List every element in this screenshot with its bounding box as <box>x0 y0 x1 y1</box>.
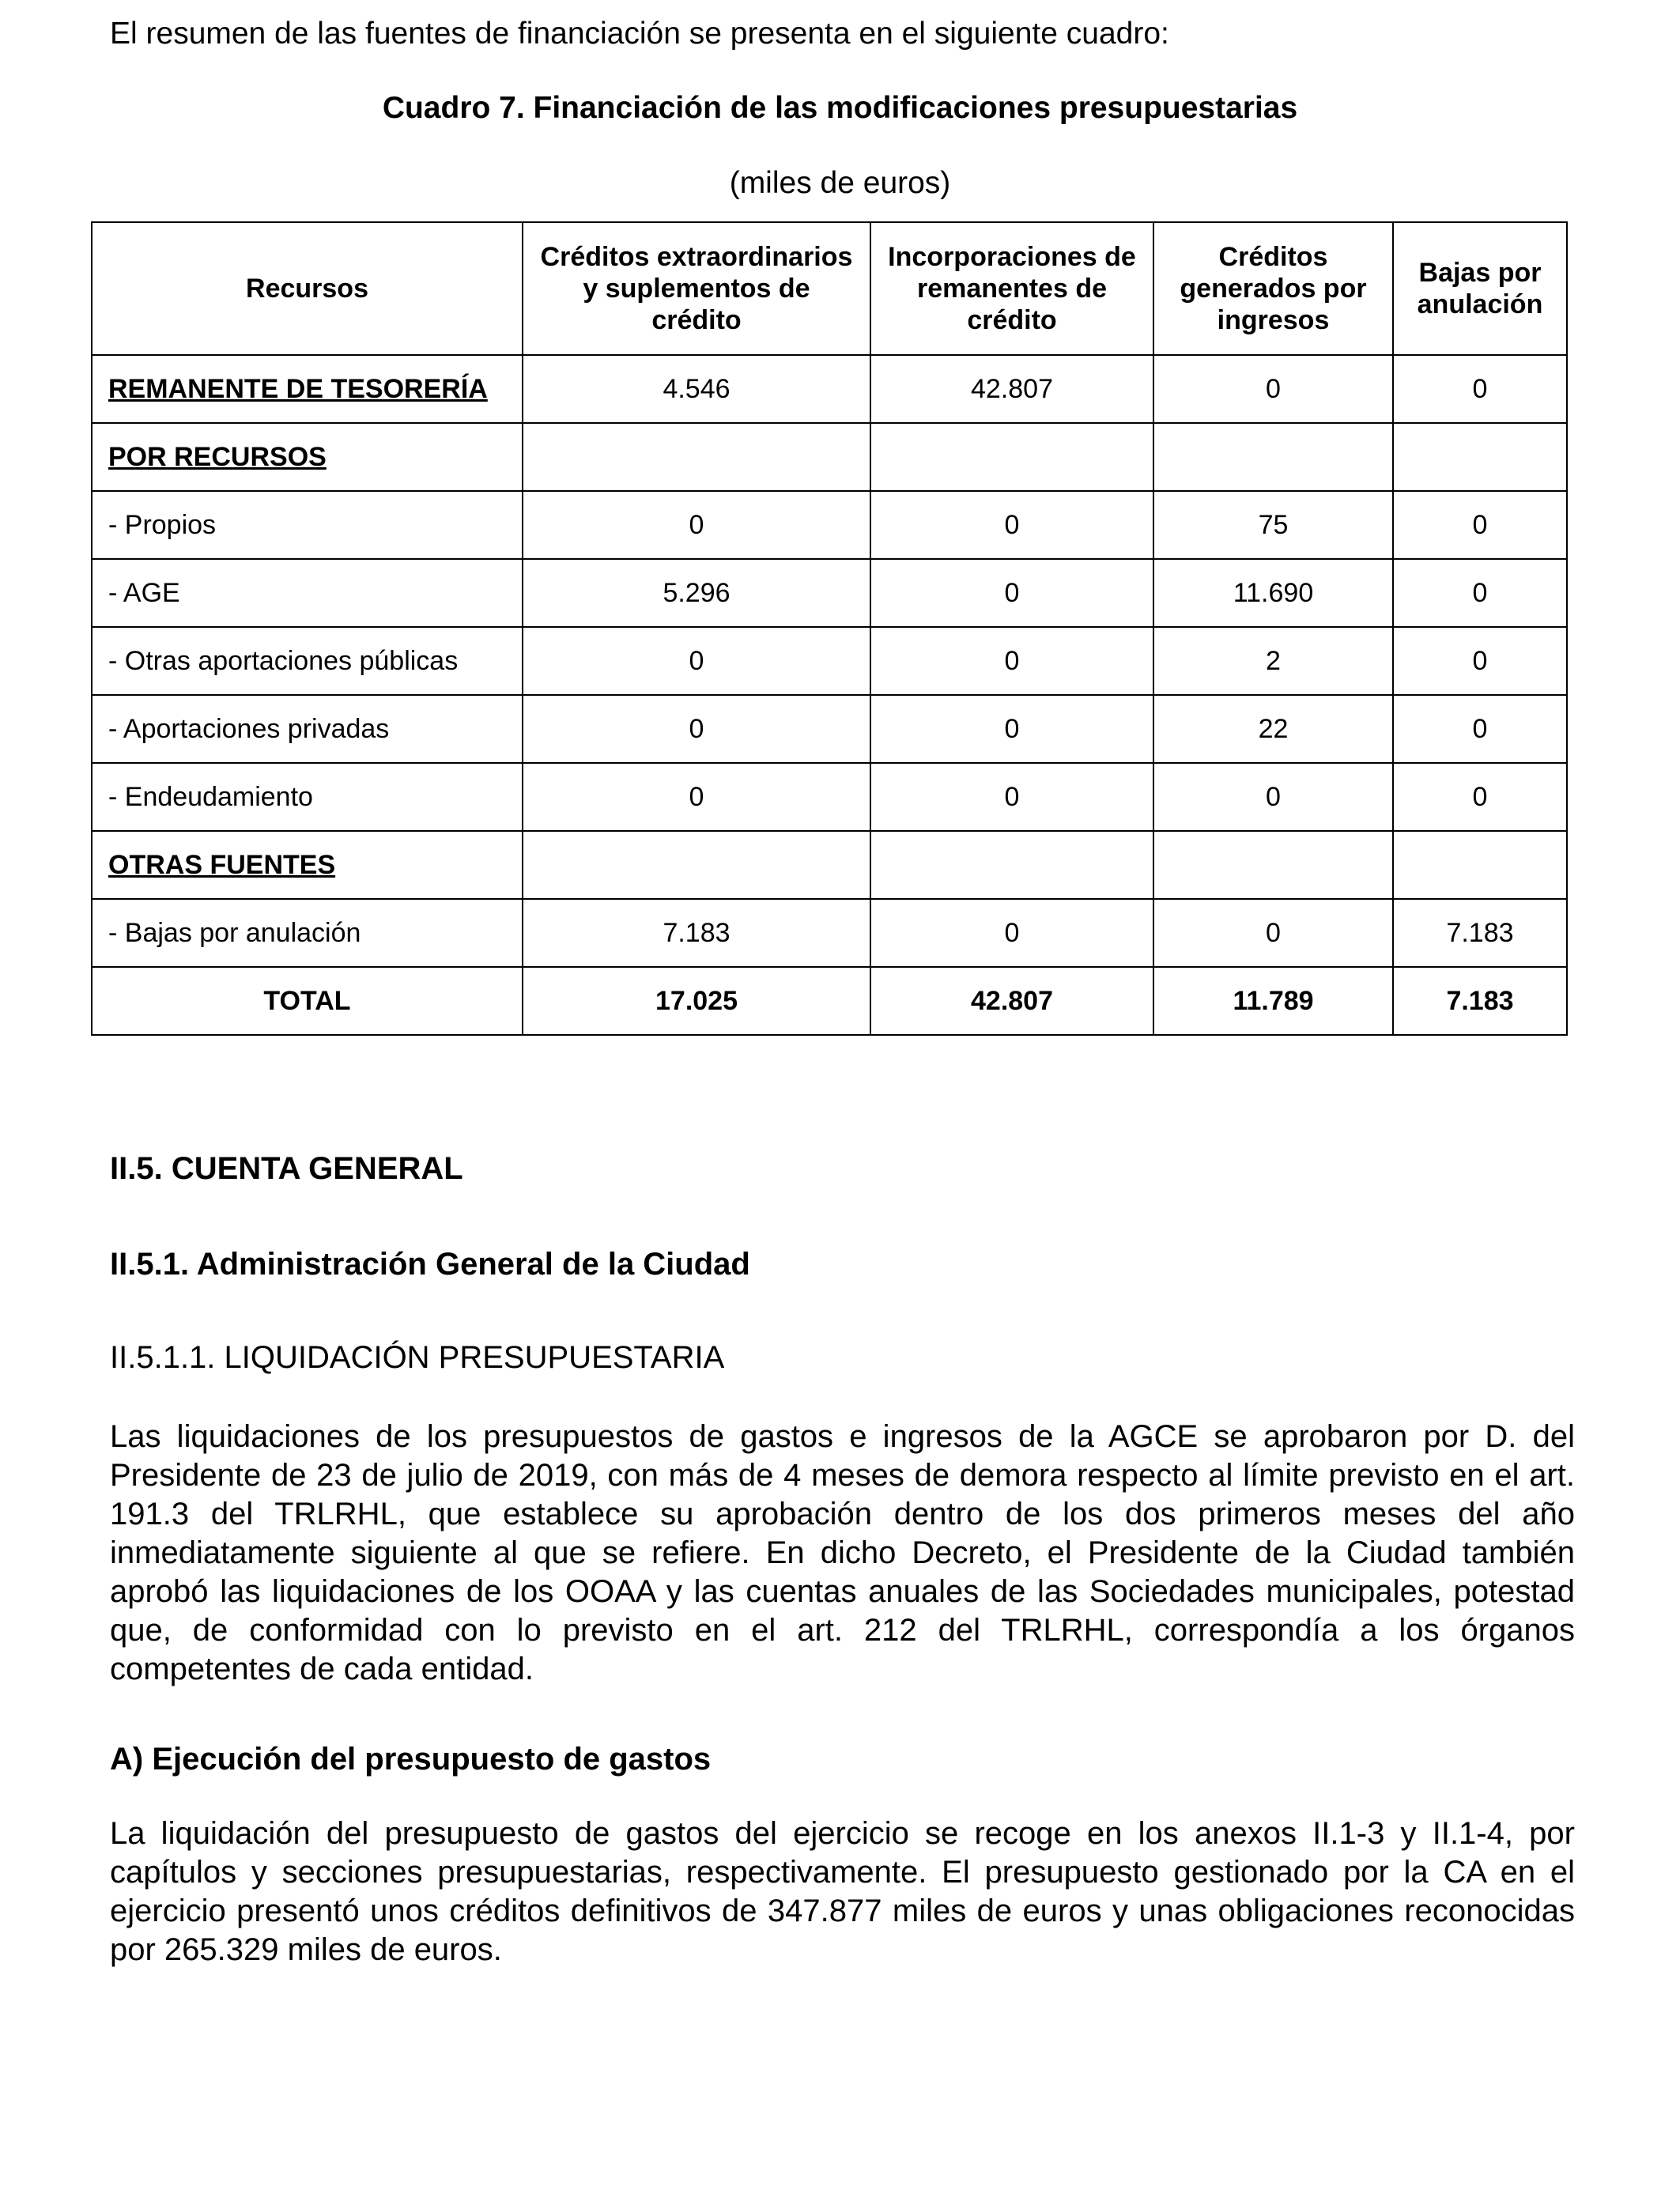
total-row <box>92 967 1567 1035</box>
table-title: Cuadro 7. Financiación de las modificaciones presupuestarias <box>382 91 1298 125</box>
table-row <box>92 423 1567 491</box>
cell-value: 0 <box>1393 355 1567 423</box>
cell-value: 0 <box>1153 355 1393 423</box>
cell-value: 0 <box>523 627 870 695</box>
table-row <box>92 559 1567 627</box>
header-creditos-generados: Créditos generados por ingresos <box>1153 222 1393 355</box>
table-units: (miles de euros) <box>729 166 951 200</box>
cell-value: 0 <box>523 763 870 831</box>
cell-value: 17.025 <box>523 967 870 1035</box>
cell-value <box>1393 831 1567 899</box>
heading-ejecucion-gastos: A) Ejecución del presupuesto de gastos <box>110 1742 712 1777</box>
cell-value: 5.296 <box>523 559 870 627</box>
cell-value: 11.789 <box>1153 967 1393 1035</box>
row-label: - Aportaciones privadas <box>92 695 523 763</box>
row-label: REMANENTE DE TESORERÍA <box>92 355 523 423</box>
cell-value: 0 <box>1393 763 1567 831</box>
cell-value <box>1393 423 1567 491</box>
cell-value: 2 <box>1153 627 1393 695</box>
cell-value: 4.546 <box>523 355 870 423</box>
financing-table <box>91 221 1568 1036</box>
cell-value: 0 <box>870 899 1153 967</box>
row-label: - Bajas por anulación <box>92 899 523 967</box>
subsubsection-heading: II.5.1.1. LIQUIDACIÓN PRESUPUESTARIA <box>110 1340 725 1375</box>
cell-value: 0 <box>870 491 1153 559</box>
subsection-heading: II.5.1. Administración General de la Ciudad <box>110 1247 750 1282</box>
header-recursos: Recursos <box>92 222 523 355</box>
row-label: - Propios <box>92 491 523 559</box>
cell-value: 0 <box>523 491 870 559</box>
cell-value <box>1153 831 1393 899</box>
cell-value: 0 <box>870 559 1153 627</box>
cell-value: 7.183 <box>523 899 870 967</box>
cell-value <box>1153 423 1393 491</box>
cell-value: 42.807 <box>870 967 1153 1035</box>
cell-value <box>523 831 870 899</box>
cell-value: 0 <box>523 695 870 763</box>
cell-value: 0 <box>870 695 1153 763</box>
cell-value: 0 <box>1393 491 1567 559</box>
table-row <box>92 491 1567 559</box>
paragraph-liquidaciones: Las liquidaciones de los presupuestos de gastos e ingresos de la AGCE se aprobaron por D. del Presidente de 23 de julio de 2019, con más de 4 meses de demora respecto al límite previsto en el art. 191.3 del TRLRHL, que establece su aprobación dentro de los dos primeros meses del año inmediatamente siguiente al que se refiere. En dicho Decreto, el Presidente de la Ciudad también aprobó las liquidaciones de los OOAA y las cuentas anuales de las Sociedades municipales, potestad que, de conformidad con lo previsto en el art. 212 del TRLRHL, correspondía a los órganos competentes de cada entidad. <box>110 1419 1575 1686</box>
cell-value: 22 <box>1153 695 1393 763</box>
row-label: POR RECURSOS <box>92 423 523 491</box>
cell-value: 0 <box>1393 559 1567 627</box>
section-heading: II.5. CUENTA GENERAL <box>110 1151 463 1186</box>
table-row <box>92 899 1567 967</box>
cell-value: 0 <box>1153 763 1393 831</box>
row-label: - AGE <box>92 559 523 627</box>
row-label: - Endeudamiento <box>92 763 523 831</box>
cell-value: 0 <box>1393 627 1567 695</box>
table-row <box>92 627 1567 695</box>
table-row <box>92 763 1567 831</box>
cell-value: 42.807 <box>870 355 1153 423</box>
row-label: TOTAL <box>92 967 523 1035</box>
cell-value <box>870 423 1153 491</box>
cell-value: 0 <box>870 763 1153 831</box>
cell-value: 7.183 <box>1393 899 1567 967</box>
table-row <box>92 695 1567 763</box>
header-incorporaciones: Incorporaciones de remanentes de crédito <box>870 222 1153 355</box>
cell-value: 0 <box>1153 899 1393 967</box>
cell-value: 7.183 <box>1393 967 1567 1035</box>
cell-value <box>870 831 1153 899</box>
paragraph-liquidacion-gastos: La liquidación del presupuesto de gastos del ejercicio se recoge en los anexos II.1-3 y II.1-4, por capítulos y secciones presupuestarias, respectivamente. El presupuesto gestionado por la CA en el ejercicio presentó unos créditos definitivos de 347.877 miles de euros y unas obligaciones reconocidas por 265.329 miles de euros. <box>110 1816 1575 1967</box>
cell-value: 0 <box>1393 695 1567 763</box>
intro-text: El resumen de las fuentes de financiación se presenta en el siguiente cuadro: <box>110 17 1169 51</box>
table-row <box>92 831 1567 899</box>
header-creditos-extraordinarios: Créditos extraordinarios y suplementos de crédito <box>523 222 870 355</box>
cell-value: 0 <box>870 627 1153 695</box>
cell-value <box>523 423 870 491</box>
table-header-row <box>92 222 1567 355</box>
cell-value: 11.690 <box>1153 559 1393 627</box>
row-label: - Otras aportaciones públicas <box>92 627 523 695</box>
header-bajas-anulacion: Bajas por anulación <box>1393 222 1567 355</box>
row-label: OTRAS FUENTES <box>92 831 523 899</box>
cell-value: 75 <box>1153 491 1393 559</box>
table-row <box>92 355 1567 423</box>
